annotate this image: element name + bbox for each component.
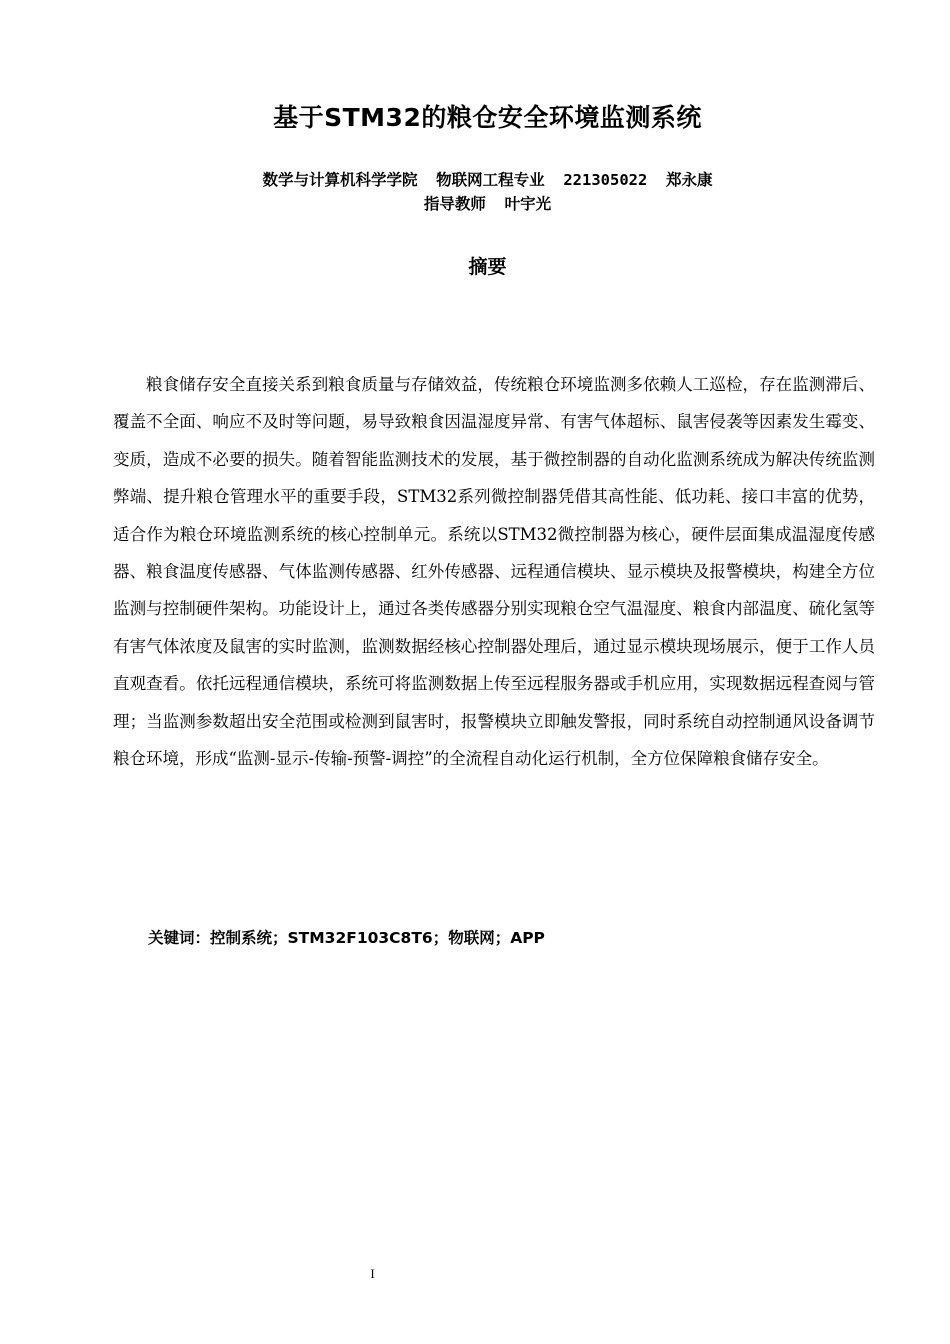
abstract-heading: 摘要 (468, 256, 507, 278)
abstract-body: 粮食储存安全直接关系到粮食质量与存储效益，传统粮仓环境监测多依赖人工巡检，存在监测滞后、覆盖不全面、响应不及时等问题，易导致粮食因温湿度异常、有害气体超标、鼠害侵袭等因素发生霉变、变质，造成不必要的损失。随着智能监测技术的发展，基于微控制器的自动化监测系统成为解决传统监测弊端、提升粮仓管理水平的重要手段，STM32系列微控制器凭借其高性能、低功耗、接口丰富的优势，适合作为粮仓环境监测系统的核心控制单元。系统以STM32微控制器为核心，硬件层面集成温湿度传感器、粮食温度传感器、气体监测传感器、红外传感器、远程通信模块、显示模块及报警模块，构建全方位监测与控制硬件架构。功能设计上，通过各类传感器分别实现粮仓空气温湿度、粮食内部温度、硫化氢等有害气体浓度及鼠害的实时监测，监测数据经核心控制器处理后，通过显示模块现场展示，便于工作人员直观查看。依托远程通信模块，系统可将监测数据上传至远程服务器或手机应用，实现数据远程查阅与管理；当监测参数超出安全范围或检测到鼠害时，报警模块立即触发警报，同时系统自动控制通风设备调节粮仓环境，形成“监测-显示-传输-预警-调控”的全流程自动化运行机制，全方位保障粮食储存安全。 (113, 375, 875, 769)
advisor-info: 指导教师 叶宇光 (423, 195, 552, 213)
paper-title: 基于STM32的粮仓安全环境监测系统 (273, 103, 702, 132)
page-number: I (370, 1266, 375, 1281)
author-info: 数学与计算机科学学院 物联网工程专业 221305022 郑永康 (262, 171, 713, 189)
keywords: 关键词：控制系统；STM32F103C8T6；物联网；APP (148, 929, 545, 947)
